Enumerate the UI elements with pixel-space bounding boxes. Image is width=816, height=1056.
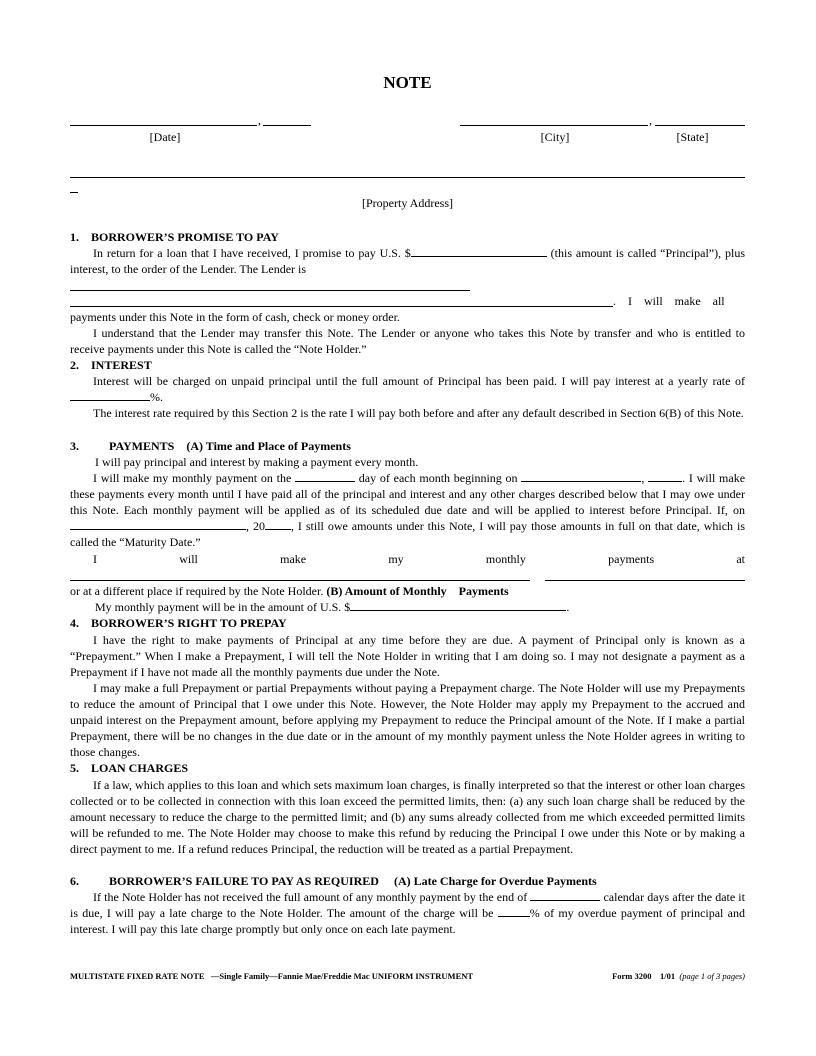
section-6-heading: 6. BORROWER’S FAILURE TO PAY AS REQUIRED (A) Late Charge for Overdue Payments <box>70 874 597 888</box>
section-3-paragraph-3: I will make my monthly payments at <box>93 552 745 566</box>
payment-place-line-1[interactable] <box>70 580 530 581</box>
document-title: NOTE <box>383 73 432 92</box>
section-2-heading: 2. INTEREST <box>70 358 152 372</box>
section-2-paragraph-1: Interest will be charged on unpaid principal until the full amount of Principal has been paid. I will pay interest at a yearly rate of %. <box>70 373 745 405</box>
section-3-paragraph-5: My monthly payment will be in the amount of U.S. $ . <box>95 600 570 614</box>
monthly-payment-amount-field[interactable] <box>350 599 566 611</box>
section-2-paragraph-2: The interest rate required by this Section 2 is the rate I will pay both before and after any default described in Section 6(B) of this Note. <box>93 406 744 420</box>
section-4-paragraph-2: I may make a full Prepayment or partial Prepayments without paying a Prepayment charge. The Note Holder will use my Prepayments to reduce the amount of Principal that I owe under this Note. However, the Note Holder may apply my Prepayment to the accrued and unpaid interest on the Prepayment amount, before applying my Prepayment to reduce the Principal amount of the Note. If I make a partial Prepayment, there will be no changes in the due date or in the amount of my monthly payment unless the Note Holder agrees in writing to those changes. <box>70 681 745 759</box>
comma: , <box>258 113 261 127</box>
section-1-paragraph-2: I understand that the Lender may transfer this Note. The Lender or anyone who takes this Note by transfer and who is entitled to receive payments under this Note is called the “Note Holder.” <box>70 326 745 356</box>
section-3-paragraph-1: I will pay principal and interest by making a payment every month. <box>95 455 419 469</box>
section-3-paragraph-4: or at a different place if required by the Note Holder. (B) Amount of Monthly Payments <box>70 584 509 598</box>
maturity-date-field[interactable] <box>70 518 246 530</box>
section-6-paragraph-1: If the Note Holder has not received the full amount of any monthly payment by the end of calendar days after the date it is due, I will pay a late charge to the Note Holder. The amount of the charge will be % of my overdue payment of principal and interest. I will pay this late charge promptly but only once on each late payment. <box>70 890 745 936</box>
property-address-label: [Property Address] <box>362 196 453 210</box>
lender-name-line[interactable] <box>70 290 470 291</box>
payment-day-field[interactable] <box>295 470 355 482</box>
late-charge-percent-field[interactable] <box>498 905 530 917</box>
maturity-year-field[interactable] <box>265 518 291 530</box>
first-payment-date-field[interactable] <box>521 470 641 482</box>
date-label: [Date] <box>149 130 181 144</box>
section-3-heading: 3. PAYMENTS (A) Time and Place of Payments <box>70 439 351 453</box>
city-label: [City] <box>540 130 570 144</box>
payment-place-line-2[interactable] <box>545 580 745 581</box>
property-address-line[interactable] <box>70 177 745 178</box>
grace-days-field[interactable] <box>530 889 600 901</box>
section-4-heading: 4. BORROWER’S RIGHT TO PREPAY <box>70 616 287 630</box>
property-address-line-stub <box>70 192 78 193</box>
date-line[interactable] <box>70 125 257 126</box>
page-footer <box>70 971 745 981</box>
section-3-paragraph-2: I will make my monthly payment on the day of each month beginning on , . I will make these payments every month until I have paid all of the principal and interest and any other charges described below that I may owe under this Note. Each monthly payment will be applied as of its scheduled due date and will be applied to interest before Principal. If, on , 20 , I still owe amounts under this Note, I will pay those amounts in full on that date, which is called the “Maturity Date.” <box>70 471 746 549</box>
comma: , <box>649 113 652 127</box>
subsection-3b-heading: (B) Amount of Monthly Payments <box>326 584 509 598</box>
footer-page-number: (page 1 of 3 pages) <box>679 971 745 981</box>
first-payment-year-field[interactable] <box>648 470 682 482</box>
footer-instrument-title: MULTISTATE FIXED RATE NOTE —Single Family—Fannie Mae/Freddie Mac UNIFORM INSTRUMENT <box>70 971 474 981</box>
state-line[interactable] <box>655 125 745 126</box>
state-label: [State] <box>676 130 709 144</box>
section-5-paragraph-1: If a law, which applies to this loan and which sets maximum loan charges, is finally interpreted so that the interest or other loan charges collected or to be collected in connection with this loan exceed the permitted limits, then: (a) any such loan charge shall be reduced by the amount necessary to reduce the charge to the permitted limit; and (b) any sums already collected from me which exceeded permitted limits will be refunded to me. The Note Holder may choose to make this refund by reducing the Principal I owe under this Note or by making a direct payment to me. If a refund reduces Principal, the reduction will be treated as a partial Prepayment. <box>70 778 745 856</box>
principal-amount-field[interactable] <box>411 245 547 257</box>
section-1-paragraph-1-tail: payments under this Note in the form of cash, check or money order. <box>70 310 400 324</box>
footer-form-info: Form 3200 1/01 (page 1 of 3 pages) <box>612 971 745 981</box>
section-4-paragraph-1: I have the right to make payments of Principal at any time before they are due. A payment of Principal only is known as a “Prepayment.” When I make a Prepayment, I will tell the Note Holder in writing that I am doing so. I may not designate a payment as a Prepayment if I have not made all the monthly payments due under the Note. <box>70 633 745 679</box>
payment-form-text: . I will make all <box>613 294 725 308</box>
interest-rate-field[interactable] <box>70 389 150 401</box>
section-1-paragraph-1-end <box>70 293 745 309</box>
year-line[interactable] <box>263 125 311 126</box>
section-1-heading: 1. BORROWER’S PROMISE TO PAY <box>70 230 279 244</box>
section-5-heading: 5. LOAN CHARGES <box>70 761 189 775</box>
section-1-paragraph-1: In return for a loan that I have received, I promise to pay U.S. $ (this amount is called “Principal”), plus interest, to the order of the Lender. The Lender is <box>70 246 745 276</box>
city-line[interactable] <box>460 125 648 126</box>
